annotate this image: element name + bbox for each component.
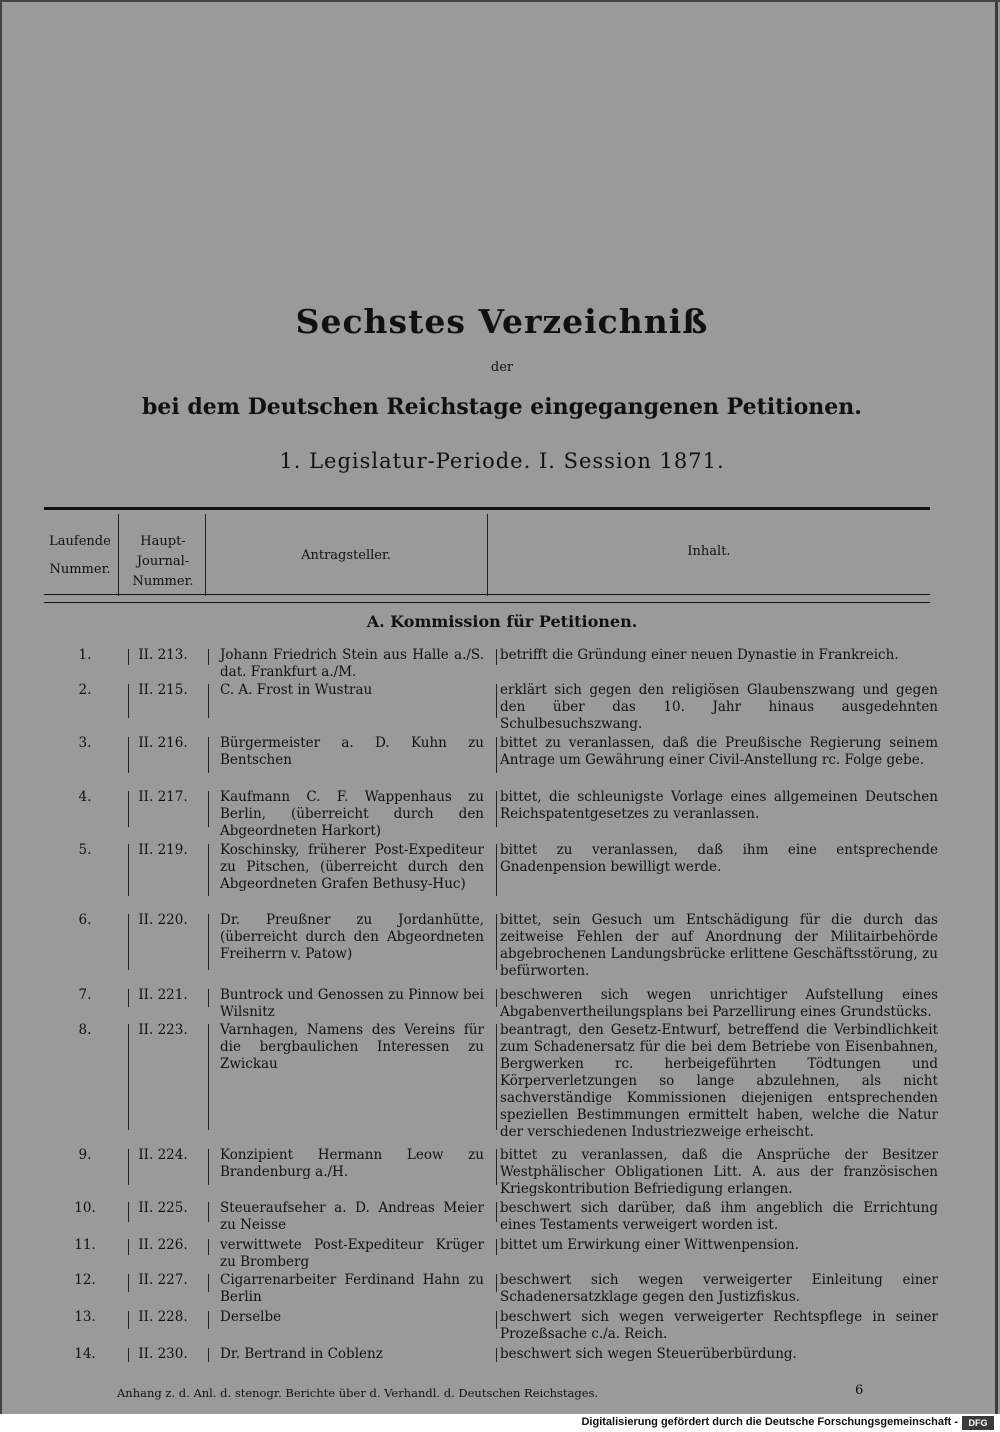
column-header-antragsteller: Antragsteller.	[301, 548, 391, 563]
journal-number: II. 215.	[138, 682, 188, 698]
banner-text: Digitalisierung gefördert durch die Deutsche Forschungsgemeinschaft -	[581, 1416, 958, 1428]
row-separator	[208, 1149, 209, 1185]
table-top-rule	[44, 507, 930, 510]
row-separator	[208, 684, 209, 718]
journal-number: II. 223.	[138, 1022, 188, 1038]
row-separator	[496, 1149, 497, 1185]
petitioner: Varnhagen, Namens des Vereins für die bergbaulichen Interessen zu Zwickau	[220, 1022, 484, 1072]
journal-number: II. 228.	[138, 1309, 188, 1325]
row-separator	[128, 684, 129, 718]
row-number: 6.	[78, 912, 92, 928]
row-separator	[128, 1202, 129, 1222]
row-separator	[496, 737, 497, 773]
petitioner: Derselbe	[220, 1309, 282, 1325]
row-separator	[128, 1274, 129, 1292]
row-separator	[496, 1311, 497, 1329]
row-number: 4.	[78, 789, 92, 805]
row-number: 14.	[74, 1346, 96, 1362]
journal-number: II. 227.	[138, 1272, 188, 1288]
row-number: 10.	[74, 1200, 96, 1216]
row-number: 11.	[74, 1237, 96, 1253]
journal-number: II. 220.	[138, 912, 188, 928]
row-separator	[496, 914, 497, 970]
column-header-line: Journal-	[136, 554, 190, 569]
row-separator	[496, 844, 497, 896]
petition-content: bittet, sein Gesuch um Entschädigung für die durch das zeitweise Fehlen der auf Anordnung der Militairbehörde abgebrochenen Landungsbrücke erlittene Geschäftsstörung, zu befürworten.	[500, 912, 938, 979]
section-heading: A. Kommission für Petitionen.	[366, 612, 638, 631]
row-separator	[496, 791, 497, 827]
journal-number: II. 219.	[138, 842, 188, 858]
row-separator	[128, 1348, 129, 1362]
row-separator	[128, 914, 129, 970]
petition-content: beschwert sich darüber, daß ihm angeblich die Errichtung eines Testaments verweigert worden ist.	[500, 1200, 938, 1233]
column-header-line: Nummer.	[132, 574, 194, 589]
row-number: 7.	[78, 987, 92, 1003]
petition-content: bittet zu veranlassen, daß ihm eine entsprechende Gnadenpension bewilligt werde.	[500, 842, 938, 875]
petitioner: Johann Friedrich Stein aus Halle a./S. dat. Frankfurt a./M.	[220, 647, 484, 680]
column-separator	[118, 514, 119, 596]
petitioner: Bürgermeister a. D. Kuhn zu Bentschen	[220, 735, 484, 768]
petitioner: Konzipient Hermann Leow zu Brandenburg a./H.	[220, 1147, 484, 1180]
journal-number: II. 217.	[138, 789, 188, 805]
row-separator	[208, 844, 209, 896]
row-separator	[128, 844, 129, 896]
row-separator	[128, 989, 129, 1007]
petition-content: beschwert sich wegen Steuerüberbürdung.	[500, 1346, 797, 1362]
petitioner: verwittwete Post-Expediteur Krüger zu Bromberg	[220, 1237, 484, 1270]
row-separator	[208, 1239, 209, 1255]
petition-content: bittet um Erwirkung einer Wittwenpension.	[500, 1237, 799, 1253]
petition-content: betrifft die Gründung einer neuen Dynastie in Frankreich.	[500, 647, 899, 663]
journal-number: II. 213.	[138, 647, 188, 663]
column-header-laufende-nummer	[44, 532, 116, 580]
row-separator	[496, 684, 497, 718]
row-separator	[496, 989, 497, 1007]
row-separator	[208, 914, 209, 970]
journal-number: II. 224.	[138, 1147, 188, 1163]
row-separator	[208, 1311, 209, 1329]
document-title: Sechstes Verzeichniß	[295, 302, 709, 341]
column-separator	[487, 514, 488, 596]
footer-note: Anhang z. d. Anl. d. stenogr. Berichte über d. Verhandl. d. Deutschen Reichstages.	[117, 1386, 599, 1400]
row-separator	[208, 1024, 209, 1130]
row-number: 12.	[74, 1272, 96, 1288]
column-header-line: Nummer.	[49, 562, 111, 577]
petitioner: Dr. Preußner zu Jordanhütte, (überreicht durch den Abgeordneten Freiherrn v. Patow)	[220, 912, 484, 962]
petitioner: C. A. Frost in Wustrau	[220, 682, 373, 698]
column-header-line: Laufende	[49, 534, 111, 549]
row-number: 9.	[78, 1147, 92, 1163]
petition-content: beschweren sich wegen unrichtiger Aufstellung eines Abgabenvertheilungsplans bei Parzellirung eines Grundstücks.	[500, 987, 938, 1020]
row-separator	[496, 1274, 497, 1292]
petition-content: beschwert sich wegen verweigerter Einleitung einer Schadenersatzklage gegen den Justizfiskus.	[500, 1272, 938, 1305]
document-subtitle: bei dem Deutschen Reichstage eingegangenen Petitionen.	[142, 394, 862, 420]
page-edge-shadow	[995, 2, 998, 1416]
row-number: 8.	[78, 1022, 92, 1038]
petitioner: Cigarrenarbeiter Ferdinand Hahn zu Berlin	[220, 1272, 484, 1305]
row-separator	[496, 1024, 497, 1130]
row-separator	[128, 791, 129, 827]
row-separator	[128, 1311, 129, 1329]
row-separator	[208, 737, 209, 773]
row-separator	[208, 649, 209, 665]
session-period: 1. Legislatur-Periode. I. Session 1871.	[279, 449, 725, 473]
petition-content: beantragt, den Gesetz-Entwurf, betreffend die Verbindlichkeit zum Schadenersatz für die bei dem Betriebe von Eisenbahnen, Bergwerken rc. herbeigeführten Tödtungen und Körperverletzungen so lange abzulehnen, als nicht sachverständige Kommissionen diejenigen entsprechenden speziellen Bestimmungen ermittelt haben, welche die Natur der verschiedenen Industriezweige erheischt.	[500, 1022, 938, 1140]
row-separator	[496, 1202, 497, 1222]
row-separator	[128, 649, 129, 665]
petition-content: erklärt sich gegen den religiösen Glaubenszwang und gegen den über das 10. Jahr hinaus ausgedehnten Schulbesuchszwang.	[500, 682, 938, 732]
journal-number: II. 225.	[138, 1200, 188, 1216]
row-separator	[128, 1239, 129, 1255]
journal-number: II. 221.	[138, 987, 188, 1003]
petition-content: bittet, die schleunigste Vorlage eines allgemeinen Deutschen Reichspatentgesetzes zu veranlassen.	[500, 789, 938, 822]
row-number: 1.	[78, 647, 92, 663]
page-number: 6	[855, 1383, 864, 1398]
row-separator	[208, 1202, 209, 1222]
row-separator	[208, 791, 209, 827]
column-header-inhalt: Inhalt.	[687, 544, 731, 559]
row-separator	[128, 737, 129, 773]
row-separator	[496, 1348, 497, 1362]
row-number: 13.	[74, 1309, 96, 1325]
row-separator	[128, 1149, 129, 1185]
header-bottom-rule-2	[44, 602, 930, 603]
journal-number: II. 230.	[138, 1346, 188, 1362]
row-separator	[496, 649, 497, 665]
column-header-journal-nummer	[120, 532, 206, 592]
journal-number: II. 226.	[138, 1237, 188, 1253]
row-separator	[496, 1239, 497, 1255]
row-number: 5.	[78, 842, 92, 858]
document-title-der: der	[490, 360, 514, 375]
petition-content: bittet zu veranlassen, daß die Ansprüche der Besitzer Westphälischer Obligationen Litt. A. aus der französischen Kriegskontribution Befriedigung erlangen.	[500, 1147, 938, 1197]
petitioner: Koschinsky, früherer Post-Expediteur zu Pitschen, (überreicht durch den Abgeordneten Grafen Bethusy-Huc)	[220, 842, 484, 892]
row-separator	[208, 1274, 209, 1292]
petitioner: Buntrock und Genossen zu Pinnow bei Wilsnitz	[220, 987, 484, 1020]
dfg-logo-icon: DFG	[962, 1416, 994, 1430]
petitioner: Dr. Bertrand in Coblenz	[220, 1346, 383, 1362]
petition-content: bittet zu veranlassen, daß die Preußische Regierung seinem Antrage um Gewährung einer Civil-Anstellung rc. Folge gebe.	[500, 735, 938, 768]
row-number: 2.	[78, 682, 92, 698]
row-separator	[128, 1024, 129, 1130]
petitioner: Kaufmann C. F. Wappenhaus zu Berlin, (überreicht durch den Abgeordneten Harkort)	[220, 789, 484, 839]
petitioner: Steueraufseher a. D. Andreas Meier zu Neisse	[220, 1200, 484, 1233]
column-header-line: Haupt-	[140, 534, 186, 549]
journal-number: II. 216.	[138, 735, 188, 751]
row-separator	[208, 1348, 209, 1362]
digitization-banner	[0, 1414, 1000, 1432]
petition-content: beschwert sich wegen verweigerter Rechtspflege in seiner Prozeßsache c./a. Reich.	[500, 1309, 938, 1342]
row-separator	[208, 989, 209, 1007]
row-number: 3.	[78, 735, 92, 751]
